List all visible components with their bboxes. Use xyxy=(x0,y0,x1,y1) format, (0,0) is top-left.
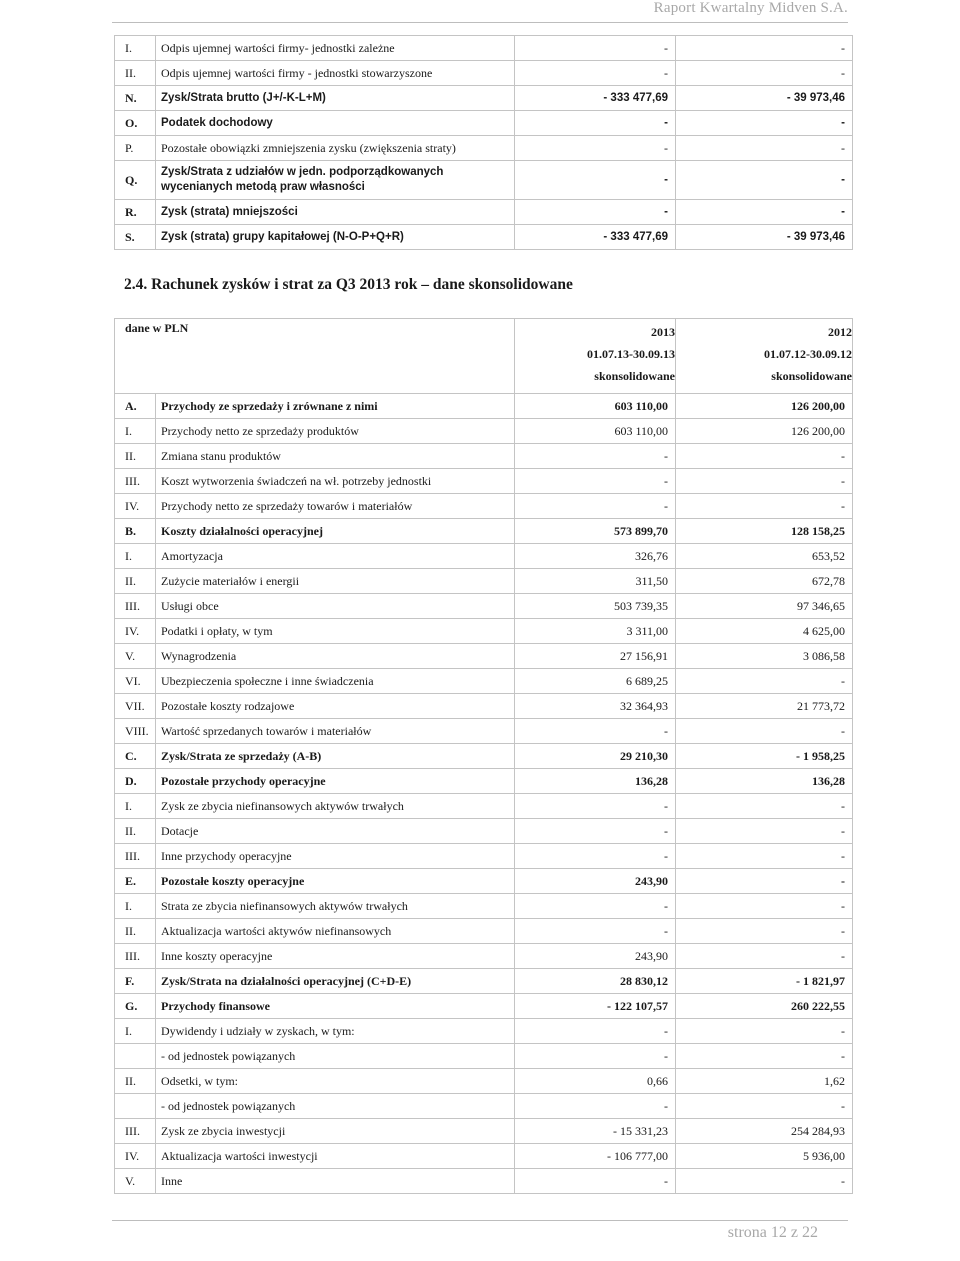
row-name: Dywidendy i udziały w zyskach, w tym: xyxy=(156,1019,515,1044)
table-row xyxy=(115,1144,853,1169)
row-value-col1: 603 110,00 xyxy=(515,419,676,444)
header-period-2013: 01.07.13-30.09.13 xyxy=(587,347,675,361)
row-name: Zużycie materiałów i energii xyxy=(156,569,515,594)
row-name: Ubezpieczenia społeczne i inne świadczenia xyxy=(156,669,515,694)
row-name: Aktualizacja wartości aktywów niefinansowych xyxy=(156,919,515,944)
table-row xyxy=(115,86,853,111)
row-value-col1: - xyxy=(515,36,676,61)
row-value-col2: 126 200,00 xyxy=(676,394,853,419)
top-continuation-table xyxy=(114,35,853,250)
header-col-2013 xyxy=(515,319,676,394)
row-value-col2: - xyxy=(676,494,853,519)
section-title: 2.4. Rachunek zysków i strat za Q3 2013 rok – dane skonsolidowane xyxy=(124,276,573,293)
row-value-col1: - 333 477,69 xyxy=(515,86,676,111)
table-row xyxy=(115,444,853,469)
table-row xyxy=(115,644,853,669)
row-value-col1: - xyxy=(515,61,676,86)
row-code: IV. xyxy=(115,619,156,644)
row-name: Przychody finansowe xyxy=(156,994,515,1019)
row-value-col2: 672,78 xyxy=(676,569,853,594)
table-row xyxy=(115,161,853,200)
row-value-col2: - xyxy=(676,919,853,944)
table-row xyxy=(115,844,853,869)
row-name: Przychody netto ze sprzedaży produktów xyxy=(156,419,515,444)
row-value-col2: - xyxy=(676,1169,853,1194)
row-code: VI. xyxy=(115,669,156,694)
row-value-col1: - xyxy=(515,1019,676,1044)
row-value-col2: - xyxy=(676,161,853,200)
table-row xyxy=(115,994,853,1019)
row-name: Pozostałe obowiązki zmniejszenia zysku (zwiększenia straty) xyxy=(156,136,515,161)
row-name: Usługi obce xyxy=(156,594,515,619)
income-statement-body xyxy=(115,319,853,1194)
row-value-col2: - xyxy=(676,469,853,494)
row-value-col2: 3 086,58 xyxy=(676,644,853,669)
header-divider xyxy=(112,22,848,23)
row-code: Q. xyxy=(115,161,156,200)
row-value-col2: 97 346,65 xyxy=(676,594,853,619)
row-value-col1: - xyxy=(515,719,676,744)
row-value-col2: - 1 958,25 xyxy=(676,744,853,769)
row-name: Zysk (strata) grupy kapitałowej (N-O-P+Q+R) xyxy=(156,225,515,250)
row-value-col2: 128 158,25 xyxy=(676,519,853,544)
row-name: Zysk/Strata ze sprzedaży (A-B) xyxy=(156,744,515,769)
row-code: III. xyxy=(115,594,156,619)
table-row xyxy=(115,819,853,844)
row-name: Inne xyxy=(156,1169,515,1194)
table-row xyxy=(115,394,853,419)
table-row xyxy=(115,111,853,136)
row-value-col2: 653,52 xyxy=(676,544,853,569)
row-code: I. xyxy=(115,544,156,569)
table-header-row xyxy=(115,319,853,394)
row-code: III. xyxy=(115,944,156,969)
row-value-col1: 3 311,00 xyxy=(515,619,676,644)
row-value-col2: - xyxy=(676,819,853,844)
row-value-col1: - xyxy=(515,1169,676,1194)
table-row xyxy=(115,419,853,444)
row-code: IV. xyxy=(115,1144,156,1169)
row-code: E. xyxy=(115,869,156,894)
row-value-col2: - xyxy=(676,869,853,894)
row-value-col2: - xyxy=(676,111,853,136)
row-value-col1: - xyxy=(515,794,676,819)
row-value-col2: - xyxy=(676,36,853,61)
row-name: Zmiana stanu produktów xyxy=(156,444,515,469)
row-value-col1: 32 364,93 xyxy=(515,694,676,719)
row-code: I. xyxy=(115,894,156,919)
table-row xyxy=(115,225,853,250)
row-code: II. xyxy=(115,61,156,86)
income-statement-table xyxy=(114,318,853,1194)
top-table-body xyxy=(115,36,853,250)
currency-label: dane w PLN xyxy=(115,319,515,394)
row-name: Pozostałe przychody operacyjne xyxy=(156,769,515,794)
row-code: A. xyxy=(115,394,156,419)
row-value-col2: - xyxy=(676,61,853,86)
header-note-2012: skonsolidowane xyxy=(771,369,852,383)
table-row xyxy=(115,61,853,86)
row-name: - od jednostek powiązanych xyxy=(156,1044,515,1069)
row-value-col1: 243,90 xyxy=(515,869,676,894)
row-name: Wynagrodzenia xyxy=(156,644,515,669)
row-value-col1: - xyxy=(515,919,676,944)
table-row xyxy=(115,1044,853,1069)
row-value-col2: - xyxy=(676,794,853,819)
row-name: Odsetki, w tym: xyxy=(156,1069,515,1094)
row-code: I. xyxy=(115,794,156,819)
table-row xyxy=(115,544,853,569)
row-value-col1: 326,76 xyxy=(515,544,676,569)
row-value-col2: - xyxy=(676,1044,853,1069)
row-code: II. xyxy=(115,919,156,944)
table-row xyxy=(115,944,853,969)
row-name: Przychody netto ze sprzedaży towarów i materiałów xyxy=(156,494,515,519)
table-row xyxy=(115,744,853,769)
row-name: Podatek dochodowy xyxy=(156,111,515,136)
row-name: Pozostałe koszty operacyjne xyxy=(156,869,515,894)
row-name: Amortyzacja xyxy=(156,544,515,569)
row-name: - od jednostek powiązanych xyxy=(156,1094,515,1119)
table-row xyxy=(115,694,853,719)
row-value-col1: 6 689,25 xyxy=(515,669,676,694)
table-row xyxy=(115,619,853,644)
report-header-title: Raport Kwartalny Midven S.A. xyxy=(653,0,848,16)
footer-divider xyxy=(112,1220,848,1221)
row-value-col1: 311,50 xyxy=(515,569,676,594)
table-row xyxy=(115,769,853,794)
row-name: Zysk (strata) mniejszości xyxy=(156,200,515,225)
row-value-col2: - xyxy=(676,894,853,919)
row-code: O. xyxy=(115,111,156,136)
row-value-col2: - xyxy=(676,1019,853,1044)
table-row xyxy=(115,719,853,744)
row-value-col2: - xyxy=(676,844,853,869)
row-name: Przychody ze sprzedaży i zrównane z nimi xyxy=(156,394,515,419)
row-value-col1: - xyxy=(515,111,676,136)
header-period-2012: 01.07.12-30.09.12 xyxy=(764,347,852,361)
row-value-col1: - 15 331,23 xyxy=(515,1119,676,1144)
table-row xyxy=(115,869,853,894)
row-value-col2: 126 200,00 xyxy=(676,419,853,444)
row-name: Inne koszty operacyjne xyxy=(156,944,515,969)
row-value-col1: 0,66 xyxy=(515,1069,676,1094)
row-value-col1: - xyxy=(515,894,676,919)
row-value-col2: - 39 973,46 xyxy=(676,225,853,250)
row-value-col1: - xyxy=(515,1044,676,1069)
row-name: Odpis ujemnej wartości firmy - jednostki stowarzyszone xyxy=(156,61,515,86)
row-code: II. xyxy=(115,1069,156,1094)
row-value-col1: 243,90 xyxy=(515,944,676,969)
header-note-2013: skonsolidowane xyxy=(594,369,675,383)
row-value-col2: - xyxy=(676,1094,853,1119)
row-value-col2: 4 625,00 xyxy=(676,619,853,644)
row-code: VIII. xyxy=(115,719,156,744)
row-name: Dotacje xyxy=(156,819,515,844)
table-row xyxy=(115,794,853,819)
row-name: Zysk ze zbycia niefinansowych aktywów trwałych xyxy=(156,794,515,819)
row-value-col1: 503 739,35 xyxy=(515,594,676,619)
table-row xyxy=(115,1169,853,1194)
table-row xyxy=(115,494,853,519)
table-row xyxy=(115,1119,853,1144)
row-value-col2: 1,62 xyxy=(676,1069,853,1094)
table-row xyxy=(115,1069,853,1094)
row-code: C. xyxy=(115,744,156,769)
table-row xyxy=(115,136,853,161)
row-name: Zysk/Strata na działalności operacyjnej (C+D-E) xyxy=(156,969,515,994)
row-code: II. xyxy=(115,569,156,594)
table-row xyxy=(115,1094,853,1119)
row-value-col1: - xyxy=(515,1094,676,1119)
row-code: N. xyxy=(115,86,156,111)
row-code: III. xyxy=(115,469,156,494)
row-value-col2: - xyxy=(676,136,853,161)
row-name: Zysk/Strata brutto (J+/-K-L+M) xyxy=(156,86,515,111)
row-name: Inne przychody operacyjne xyxy=(156,844,515,869)
row-value-col1: - 106 777,00 xyxy=(515,1144,676,1169)
row-code: S. xyxy=(115,225,156,250)
table-row xyxy=(115,1019,853,1044)
row-value-col1: 603 110,00 xyxy=(515,394,676,419)
row-name: Podatki i opłaty, w tym xyxy=(156,619,515,644)
table-row xyxy=(115,669,853,694)
row-code: VII. xyxy=(115,694,156,719)
row-value-col2: - 1 821,97 xyxy=(676,969,853,994)
row-value-col2: - xyxy=(676,444,853,469)
row-value-col1: - xyxy=(515,494,676,519)
row-value-col2: - xyxy=(676,944,853,969)
row-code: V. xyxy=(115,1169,156,1194)
row-code: I. xyxy=(115,419,156,444)
row-value-col1: - xyxy=(515,844,676,869)
row-code: V. xyxy=(115,644,156,669)
row-value-col2: - xyxy=(676,200,853,225)
row-value-col1: 28 830,12 xyxy=(515,969,676,994)
row-value-col2: 136,28 xyxy=(676,769,853,794)
header-year-2012: 2012 xyxy=(828,325,852,339)
row-code: III. xyxy=(115,844,156,869)
row-value-col1: 29 210,30 xyxy=(515,744,676,769)
row-value-col1: - xyxy=(515,444,676,469)
table-row xyxy=(115,594,853,619)
row-value-col1: - xyxy=(515,161,676,200)
row-value-col1: 27 156,91 xyxy=(515,644,676,669)
row-name: Zysk ze zbycia inwestycji xyxy=(156,1119,515,1144)
row-code: F. xyxy=(115,969,156,994)
table-row xyxy=(115,894,853,919)
table-row xyxy=(115,36,853,61)
row-code: P. xyxy=(115,136,156,161)
row-code: III. xyxy=(115,1119,156,1144)
row-value-col1: 573 899,70 xyxy=(515,519,676,544)
row-value-col2: - xyxy=(676,669,853,694)
row-name: Wartość sprzedanych towarów i materiałów xyxy=(156,719,515,744)
row-name: Strata ze zbycia niefinansowych aktywów trwałych xyxy=(156,894,515,919)
row-value-col1: - xyxy=(515,469,676,494)
row-name: Koszt wytworzenia świadczeń na wł. potrzeby jednostki xyxy=(156,469,515,494)
header-year-2013: 2013 xyxy=(651,325,675,339)
row-value-col2: 5 936,00 xyxy=(676,1144,853,1169)
row-code: I. xyxy=(115,1019,156,1044)
row-name: Zysk/Strata z udziałów w jedn. podporządkowanych wycenianych metodą praw własności xyxy=(156,161,515,200)
row-code xyxy=(115,1044,156,1069)
table-row xyxy=(115,200,853,225)
row-code: G. xyxy=(115,994,156,1019)
row-code: II. xyxy=(115,819,156,844)
row-value-col2: 21 773,72 xyxy=(676,694,853,719)
row-name: Pozostałe koszty rodzajowe xyxy=(156,694,515,719)
page-number: strona 12 z 22 xyxy=(727,1224,818,1241)
row-value-col2: 254 284,93 xyxy=(676,1119,853,1144)
row-code xyxy=(115,1094,156,1119)
row-name: Aktualizacja wartości inwestycji xyxy=(156,1144,515,1169)
row-value-col2: - xyxy=(676,719,853,744)
row-code: B. xyxy=(115,519,156,544)
table-row xyxy=(115,519,853,544)
table-row xyxy=(115,969,853,994)
table-row xyxy=(115,569,853,594)
row-code: D. xyxy=(115,769,156,794)
row-value-col2: - 39 973,46 xyxy=(676,86,853,111)
row-value-col2: 260 222,55 xyxy=(676,994,853,1019)
row-code: I. xyxy=(115,36,156,61)
row-code: R. xyxy=(115,200,156,225)
row-code: IV. xyxy=(115,494,156,519)
header-col-2012 xyxy=(676,319,853,394)
row-name: Odpis ujemnej wartości firmy- jednostki zależne xyxy=(156,36,515,61)
row-value-col1: - 122 107,57 xyxy=(515,994,676,1019)
row-code: II. xyxy=(115,444,156,469)
row-value-col1: - xyxy=(515,819,676,844)
row-value-col1: - xyxy=(515,136,676,161)
row-name: Koszty działalności operacyjnej xyxy=(156,519,515,544)
table-row xyxy=(115,919,853,944)
row-value-col1: 136,28 xyxy=(515,769,676,794)
row-value-col1: - xyxy=(515,200,676,225)
row-value-col1: - 333 477,69 xyxy=(515,225,676,250)
table-row xyxy=(115,469,853,494)
